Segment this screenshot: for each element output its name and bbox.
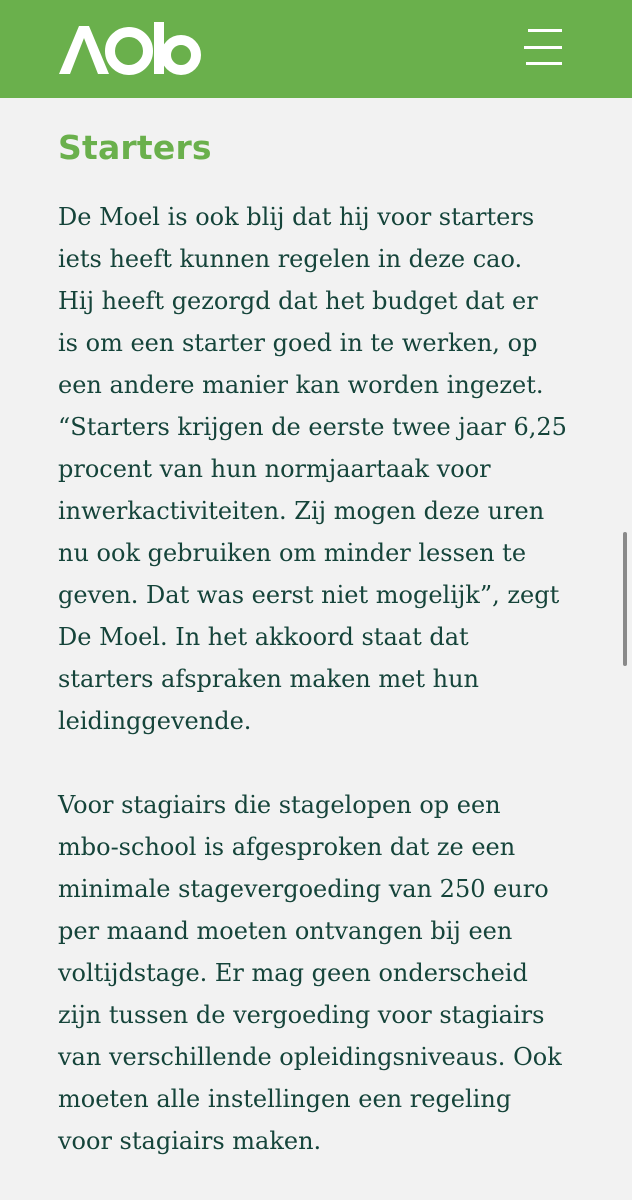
menu-line-icon [528, 29, 562, 32]
paragraph-line: per maand moeten ontvangen bij een [58, 917, 513, 945]
paragraph-line: mbo-school is afgesproken dat ze een [58, 833, 516, 861]
paragraph-line: voor stagiairs maken. [58, 1127, 322, 1155]
section-title: Starters [58, 128, 212, 167]
paragraph-line: moeten alle instellingen een regeling [58, 1085, 512, 1113]
aob-logo[interactable] [58, 22, 204, 78]
paragraph-line: zijn tussen de vergoeding voor stagiairs [58, 1001, 545, 1029]
paragraph-line: iets heeft kunnen regelen in deze cao. [58, 245, 523, 273]
paragraph-line: is om een starter goed in te werken, op [58, 329, 538, 357]
paragraph-line: minimale stagevergoeding van 250 euro [58, 875, 549, 903]
paragraph-line: inwerkactiviteiten. Zij mogen deze uren [58, 497, 545, 525]
paragraph-line: starters afspraken maken met hun [58, 665, 479, 693]
menu-line-icon [526, 62, 562, 65]
article-content [0, 98, 632, 1200]
paragraph-line: geven. Dat was eerst niet mogelijk”, zegt [58, 581, 560, 609]
scrollbar-thumb[interactable] [623, 532, 627, 666]
menu-line-icon [524, 46, 562, 49]
paragraph-line: van verschillende opleidingsniveaus. Ook [58, 1043, 562, 1071]
paragraph-line: leidinggevende. [58, 707, 252, 735]
paragraph-line: een andere manier kan worden ingezet. [58, 371, 544, 399]
article-paragraph [58, 196, 588, 742]
paragraph-line: “Starters krijgen de eerste twee jaar 6,25 [58, 413, 567, 441]
paragraph-line: procent van hun normjaartaak voor [58, 455, 491, 483]
paragraph-line: nu ook gebruiken om minder lessen te [58, 539, 527, 567]
article-paragraph [58, 784, 588, 1162]
paragraph-line: voltijdstage. Er mag geen onderscheid [58, 959, 528, 987]
site-header [0, 0, 632, 98]
hamburger-menu-icon[interactable] [524, 29, 566, 69]
paragraph-line: Voor stagiairs die stagelopen op een [58, 791, 501, 819]
paragraph-line: De Moel. In het akkoord staat dat [58, 623, 469, 651]
paragraph-line: Hij heeft gezorgd dat het budget dat er [58, 287, 538, 315]
paragraph-line: De Moel is ook blij dat hij voor starters [58, 203, 535, 231]
